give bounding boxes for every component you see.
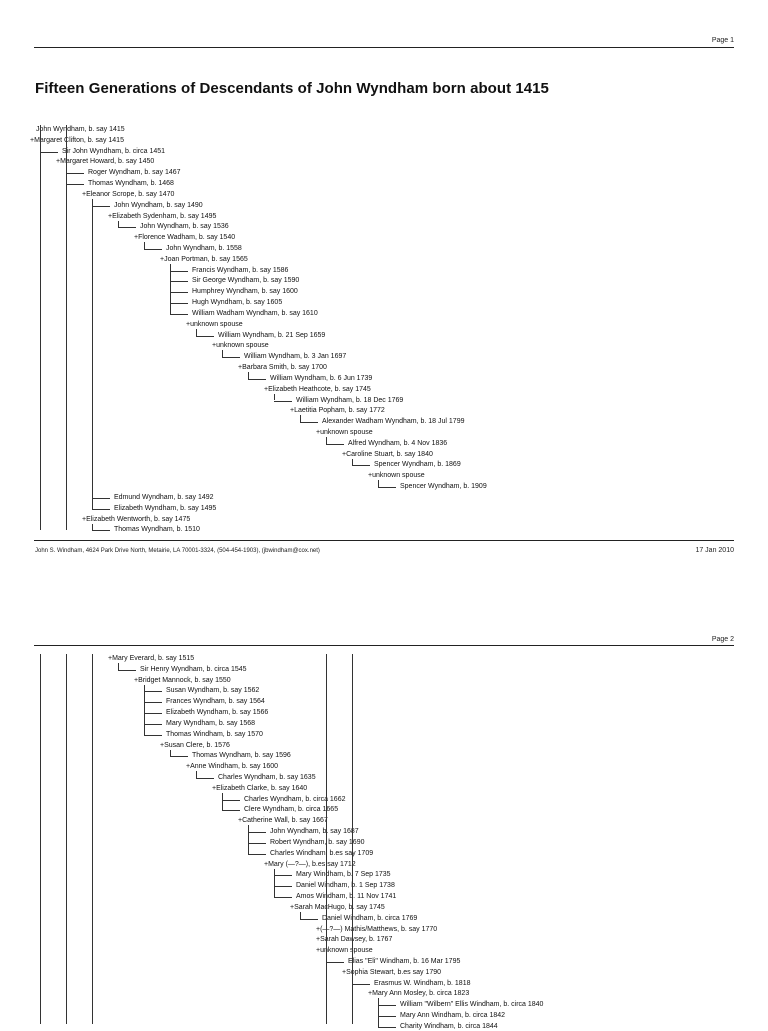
tree-connector	[170, 281, 188, 282]
tree-connector	[196, 336, 214, 337]
spouse-entry: +Sarah MacHugo, b. say 1745	[290, 903, 385, 911]
spouse-entry: +Sarah Dawsey, b. 1767	[316, 936, 393, 944]
descendant-entry: Frances Wyndham, b. say 1564	[166, 698, 265, 706]
tree-line	[144, 685, 145, 735]
tree-connector	[66, 184, 84, 185]
tree-connector	[66, 173, 84, 174]
tree-line	[170, 750, 171, 757]
tree-line	[222, 793, 223, 811]
tree-line	[170, 264, 171, 314]
descendant-entry: William Wyndham, b. 6 Jun 1739	[270, 374, 373, 382]
descendant-entry: Thomas Wyndham, b. 1510	[114, 526, 200, 534]
descendant-entry: Francis Wyndham, b. say 1586	[192, 266, 289, 274]
tree-connector	[300, 919, 318, 920]
spouse-entry: +unknown spouse	[316, 947, 373, 955]
tree-line	[92, 524, 93, 531]
descendant-entry: Hugh Wyndham, b. say 1605	[192, 299, 283, 307]
tree-connector	[222, 810, 240, 811]
tree-connector	[144, 735, 162, 736]
tree-connector	[40, 152, 58, 153]
descendant-tree	[0, 580, 768, 1030]
descendant-entry: Daniel Windham, b. circa 1769	[322, 914, 418, 922]
spouse-entry: +(—?—) Mathis/Matthews, b. say 1770	[316, 925, 438, 933]
tree-connector	[92, 530, 110, 531]
tree-connector	[378, 1016, 396, 1017]
tree-connector	[170, 303, 188, 304]
page-2	[0, 580, 768, 1030]
spouse-entry: +Eleanor Scrope, b. say 1470	[82, 190, 175, 198]
tree-line	[66, 654, 67, 1024]
tree-line	[248, 825, 249, 853]
tree-connector	[92, 509, 110, 510]
tree-connector	[274, 886, 292, 887]
spouse-entry: +Barbara Smith, b. say 1700	[238, 364, 327, 372]
descendant-entry: William Wyndham, b. 21 Sep 1659	[218, 331, 326, 339]
spouse-entry: +unknown spouse	[212, 342, 269, 350]
descendant-entry: John Wyndham, b. say 1490	[114, 201, 203, 209]
tree-line	[40, 125, 41, 530]
tree-connector	[352, 465, 370, 466]
descendant-entry: Robert Wyndham, b. say 1690	[270, 838, 365, 846]
descendant-entry: Spencer Wyndham, b. 1869	[374, 461, 461, 469]
footer-rule	[34, 540, 734, 541]
tree-line	[300, 912, 301, 919]
spouse-entry: +Joan Portman, b. say 1565	[160, 255, 248, 263]
tree-connector	[118, 227, 136, 228]
tree-connector	[248, 854, 266, 855]
descendant-entry: Thomas Wyndham, b. 1468	[88, 180, 174, 188]
descendant-entry: Sir Henry Wyndham, b. circa 1545	[140, 665, 247, 673]
spouse-entry: +unknown spouse	[316, 428, 373, 436]
tree-connector	[92, 206, 110, 207]
tree-line	[144, 242, 145, 249]
tree-connector	[144, 691, 162, 692]
tree-connector	[144, 249, 162, 250]
tree-connector	[222, 357, 240, 358]
spouse-entry: +Elizabeth Sydenham, b. say 1495	[108, 212, 217, 220]
tree-line	[352, 654, 353, 1024]
spouse-entry: +Mary (—?—), b.es say 1712	[264, 860, 356, 868]
tree-line	[118, 221, 119, 228]
page-number: Page 2	[711, 636, 734, 643]
page-number: Page 1	[711, 37, 734, 44]
descendant-entry: William Wadham Wyndham, b. say 1610	[192, 309, 318, 317]
descendant-entry: Daniel Windham, b. 1 Sep 1738	[296, 882, 395, 890]
tree-connector	[378, 487, 396, 488]
tree-connector	[144, 702, 162, 703]
descendant-entry: Elizabeth Wyndham, b. say 1495	[114, 504, 217, 512]
descendant-entry: Thomas Windham, b. say 1570	[166, 730, 263, 738]
descendant-entry: John Wyndham, b. say 1536	[140, 223, 229, 231]
tree-connector	[248, 379, 266, 380]
descendant-entry: Elizabeth Wyndham, b. say 1566	[166, 709, 269, 717]
spouse-entry: +Anne Windham, b. say 1600	[186, 763, 279, 771]
spouse-entry: +Margaret Howard, b. say 1450	[56, 158, 155, 166]
tree-connector	[274, 875, 292, 876]
tree-connector	[170, 756, 188, 757]
descendant-entry: Mary Wyndham, b. say 1568	[166, 719, 256, 727]
spouse-entry: +Catherine Wall, b. say 1667	[238, 817, 328, 825]
descendant-entry: Sir John Wyndham, b. circa 1451	[62, 147, 166, 155]
tree-connector	[170, 292, 188, 293]
spouse-entry: +Laetitia Popham, b. say 1772	[290, 407, 385, 415]
spouse-entry: +Mary Everard, b. say 1515	[108, 655, 195, 662]
tree-line	[352, 459, 353, 466]
descendant-entry: Charles Wyndham, b. say 1635	[218, 774, 316, 782]
spouse-entry: +Susan Clere, b. 1576	[160, 741, 230, 749]
tree-connector	[118, 670, 136, 671]
descendant-entry: Alexander Wadham Wyndham, b. 18 Jul 1799	[322, 418, 465, 426]
spouse-entry: +Bridget Mannock, b. say 1550	[134, 676, 231, 684]
descendant-entry: John Wyndham, b. say 1687	[270, 828, 359, 836]
tree-connector	[300, 422, 318, 423]
descendant-entry: Edmund Wyndham, b. say 1492	[114, 493, 214, 501]
descendant-entry: Erasmus W. Windham, b. 1818	[374, 979, 471, 987]
descendant-entry: Mary Windham, b. 7 Sep 1735	[296, 871, 391, 879]
report-title: Fifteen Generations of Descendants of John Wyndham born about 1415	[35, 80, 549, 97]
descendant-entry: Clere Wyndham, b. circa 1665	[244, 806, 339, 814]
tree-connector	[274, 897, 292, 898]
descendant-entry: Charles Wyndham, b. circa 1662	[244, 795, 346, 803]
tree-line	[66, 125, 67, 530]
descendant-entry: Charles Windham, b.es say 1709	[270, 849, 374, 857]
tree-connector	[170, 271, 188, 272]
tree-line	[378, 480, 379, 487]
descendant-entry: Amos Windham, b. 11 Nov 1741	[296, 893, 397, 901]
spouse-entry: +unknown spouse	[368, 472, 425, 480]
spouse-entry: +Elizabeth Clarke, b. say 1640	[212, 784, 308, 792]
tree-connector	[196, 778, 214, 779]
tree-connector	[326, 962, 344, 963]
tree-connector	[144, 724, 162, 725]
descendant-entry: John Wyndham, b. 1558	[166, 245, 242, 253]
descendant-entry: William "Wilbern" Ellis Windham, b. circa 1840	[400, 1001, 544, 1009]
tree-line	[248, 372, 249, 379]
tree-line	[92, 199, 93, 509]
spouse-entry: +Caroline Stuart, b. say 1840	[342, 450, 433, 458]
tree-connector	[378, 1027, 396, 1028]
descendant-entry: William Wyndham, b. 3 Jan 1697	[244, 353, 347, 361]
tree-line	[196, 771, 197, 778]
tree-connector	[378, 1005, 396, 1006]
tree-line	[300, 415, 301, 422]
tree-line	[118, 663, 119, 670]
tree-line	[274, 394, 275, 401]
tree-line	[92, 654, 93, 1024]
tree-connector	[222, 800, 240, 801]
descendant-entry: Humphrey Wyndham, b. say 1600	[192, 288, 298, 296]
tree-connector	[170, 314, 188, 315]
descendant-entry: Roger Wyndham, b. say 1467	[88, 169, 181, 177]
descendant-entry: John Wyndham, b. say 1415	[36, 126, 125, 133]
descendant-entry: Elias "Eli" Windham, b. 16 Mar 1795	[348, 957, 461, 965]
descendant-entry: Thomas Wyndham, b. say 1596	[192, 752, 291, 760]
footer-date: 17 Jan 2010	[695, 547, 734, 554]
descendant-entry: Charity Windham, b. circa 1844	[400, 1022, 498, 1030]
descendant-entry: Sir George Wyndham, b. say 1590	[192, 277, 300, 285]
tree-line	[378, 998, 379, 1026]
tree-connector	[248, 832, 266, 833]
tree-connector	[274, 401, 292, 402]
tree-connector	[92, 498, 110, 499]
tree-connector	[352, 984, 370, 985]
spouse-entry: +Elizabeth Heathcote, b. say 1745	[264, 385, 371, 393]
descendant-entry: Alfred Wyndham, b. 4 Nov 1836	[348, 439, 448, 447]
tree-line	[326, 437, 327, 444]
tree-line	[274, 869, 275, 897]
spouse-entry: +Margaret Clifton, b. say 1415	[30, 136, 124, 144]
descendant-entry: Susan Wyndham, b. say 1562	[166, 687, 260, 695]
spouse-entry: +Elizabeth Wentworth, b. say 1475	[82, 515, 191, 523]
tree-line	[196, 329, 197, 336]
footer-author-contact: John S. Windham, 4624 Park Drive North, Metairie, LA 70001-3324, (504-454-1903), (jbwindham@cox.net)	[35, 548, 320, 554]
tree-connector	[326, 444, 344, 445]
tree-line	[222, 350, 223, 357]
spouse-entry: +Florence Wadham, b. say 1540	[134, 234, 236, 242]
descendant-entry: Mary Ann Windham, b. circa 1842	[400, 1012, 506, 1020]
tree-line	[40, 654, 41, 1024]
descendant-entry: Spencer Wyndham, b. 1909	[400, 483, 487, 491]
tree-connector	[248, 843, 266, 844]
descendant-entry: William Wyndham, b. 18 Dec 1769	[296, 396, 404, 404]
spouse-entry: +Mary Ann Mosley, b. circa 1823	[368, 990, 470, 998]
tree-connector	[144, 713, 162, 714]
spouse-entry: +Sophia Stewart, b.es say 1790	[342, 968, 442, 976]
tree-line	[326, 654, 327, 1024]
spouse-entry: +unknown spouse	[186, 320, 243, 328]
